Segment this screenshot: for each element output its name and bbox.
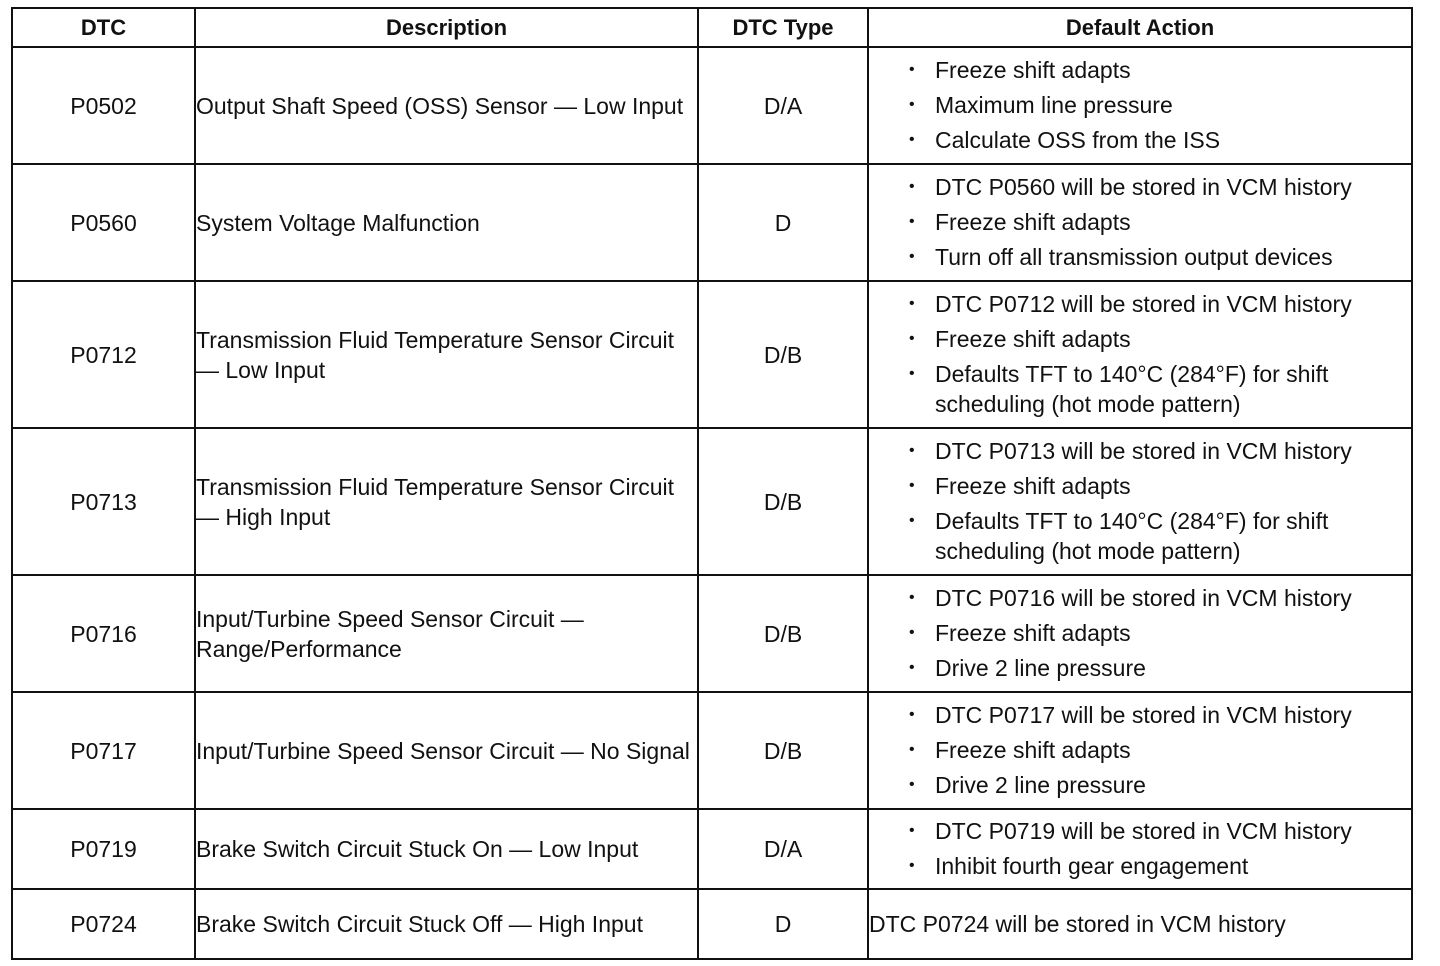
dtc-description: Output Shaft Speed (OSS) Sensor — Low Input xyxy=(195,47,698,164)
header-dtc: DTC xyxy=(12,8,195,47)
dtc-code: P0560 xyxy=(12,164,195,281)
dtc-description: Input/Turbine Speed Sensor Circuit — Range/Performance xyxy=(195,575,698,692)
dtc-description: Transmission Fluid Temperature Sensor Circuit — High Input xyxy=(195,428,698,575)
dtc-description: System Voltage Malfunction xyxy=(195,164,698,281)
table-header xyxy=(12,8,1412,47)
action-item: • DTC P0560 will be stored in VCM history xyxy=(869,172,1411,202)
header-default-action: Default Action xyxy=(868,8,1412,47)
action-item: • Defaults TFT to 140°C (284°F) for shift scheduling (hot mode pattern) xyxy=(869,359,1411,419)
action-item: • Freeze shift adapts xyxy=(869,207,1411,237)
default-action xyxy=(868,692,1412,809)
default-action xyxy=(868,889,1412,959)
dtc-type: D xyxy=(698,164,868,281)
table-row xyxy=(12,164,1412,281)
action-list xyxy=(869,816,1411,881)
table-row xyxy=(12,889,1412,959)
action-list xyxy=(869,289,1411,419)
dtc-description: Input/Turbine Speed Sensor Circuit — No Signal xyxy=(195,692,698,809)
action-item: • Drive 2 line pressure xyxy=(869,770,1411,800)
table-row xyxy=(12,47,1412,164)
dtc-type: D/B xyxy=(698,692,868,809)
table-row xyxy=(12,428,1412,575)
action-item: • Freeze shift adapts xyxy=(869,618,1411,648)
action-item: • DTC P0717 will be stored in VCM history xyxy=(869,700,1411,730)
action-item: • DTC P0712 will be stored in VCM history xyxy=(869,289,1411,319)
dtc-description: Transmission Fluid Temperature Sensor Circuit — Low Input xyxy=(195,281,698,428)
table-row xyxy=(12,575,1412,692)
action-item: • Freeze shift adapts xyxy=(869,735,1411,765)
dtc-type: D/A xyxy=(698,809,868,889)
action-list xyxy=(869,172,1411,272)
header-dtc-type: DTC Type xyxy=(698,8,868,47)
action-item: • DTC P0713 will be stored in VCM history xyxy=(869,436,1411,466)
default-action xyxy=(868,575,1412,692)
action-list xyxy=(869,55,1411,155)
dtc-type: D/B xyxy=(698,281,868,428)
action-item: • DTC P0719 will be stored in VCM history xyxy=(869,816,1411,846)
default-action xyxy=(868,281,1412,428)
header-description: Description xyxy=(195,8,698,47)
table-row xyxy=(12,692,1412,809)
dtc-type: D/B xyxy=(698,575,868,692)
action-item: • Defaults TFT to 140°C (284°F) for shift scheduling (hot mode pattern) xyxy=(869,506,1411,566)
action-item: • Inhibit fourth gear engagement xyxy=(869,851,1411,881)
default-action xyxy=(868,428,1412,575)
table-row xyxy=(12,281,1412,428)
action-item: • Turn off all transmission output devices xyxy=(869,242,1411,272)
action-list xyxy=(869,436,1411,566)
action-item: • Maximum line pressure xyxy=(869,90,1411,120)
action-item: • Drive 2 line pressure xyxy=(869,653,1411,683)
dtc-code: P0502 xyxy=(12,47,195,164)
dtc-code: P0716 xyxy=(12,575,195,692)
action-item: • Calculate OSS from the ISS xyxy=(869,125,1411,155)
default-action xyxy=(868,164,1412,281)
action-text: DTC P0724 will be stored in VCM history xyxy=(869,911,1286,937)
dtc-code: P0724 xyxy=(12,889,195,959)
table-row xyxy=(12,809,1412,889)
default-action xyxy=(868,47,1412,164)
dtc-code: P0713 xyxy=(12,428,195,575)
dtc-type: D xyxy=(698,889,868,959)
action-item: • Freeze shift adapts xyxy=(869,324,1411,354)
default-action xyxy=(868,809,1412,889)
action-item: • Freeze shift adapts xyxy=(869,471,1411,501)
action-list xyxy=(869,583,1411,683)
dtc-description: Brake Switch Circuit Stuck On — Low Input xyxy=(195,809,698,889)
action-list xyxy=(869,700,1411,800)
dtc-code: P0712 xyxy=(12,281,195,428)
dtc-type: D/B xyxy=(698,428,868,575)
dtc-code: P0717 xyxy=(12,692,195,809)
dtc-type: D/A xyxy=(698,47,868,164)
dtc-description: Brake Switch Circuit Stuck Off — High Input xyxy=(195,889,698,959)
header-row xyxy=(12,8,1412,47)
table-body xyxy=(12,47,1412,959)
dtc-code: P0719 xyxy=(12,809,195,889)
action-item: • DTC P0716 will be stored in VCM history xyxy=(869,583,1411,613)
dtc-table xyxy=(11,7,1413,960)
action-item: • Freeze shift adapts xyxy=(869,55,1411,85)
